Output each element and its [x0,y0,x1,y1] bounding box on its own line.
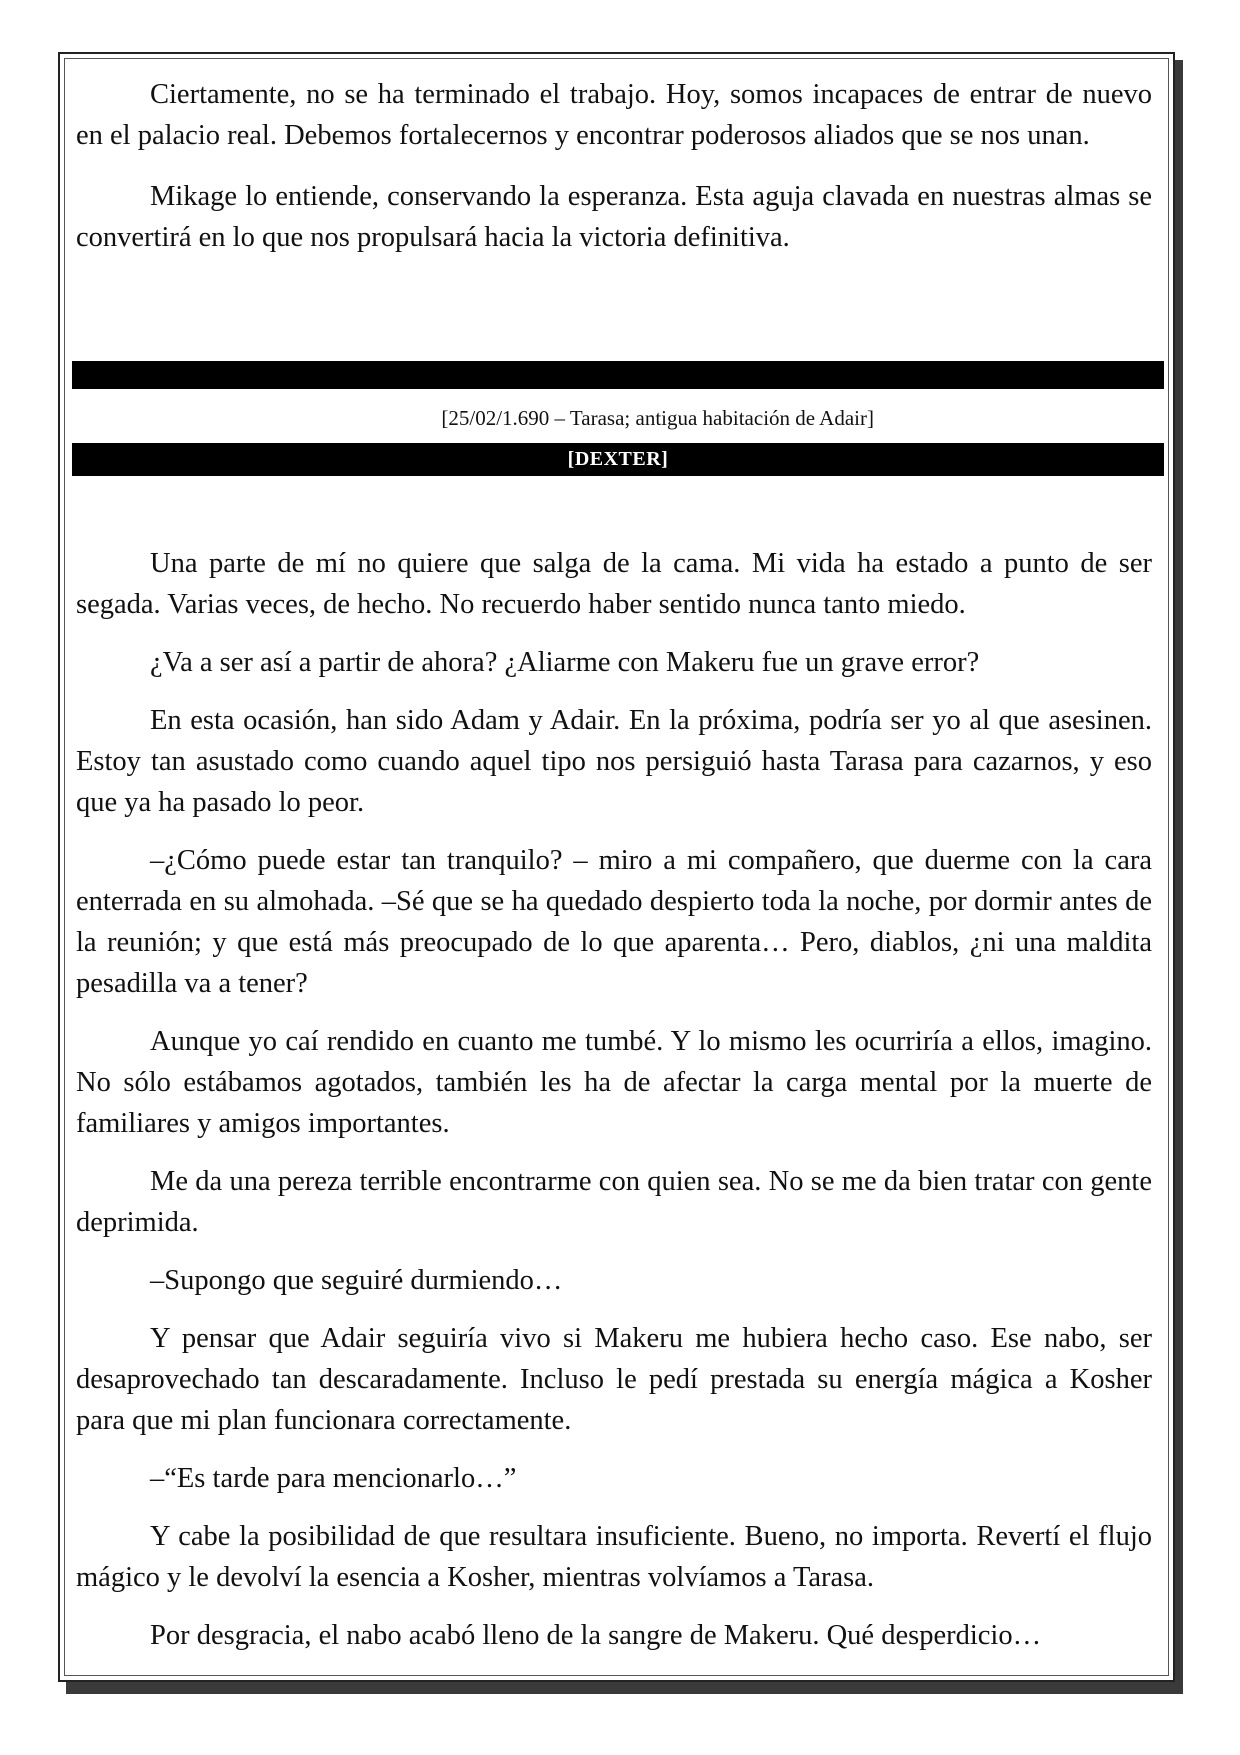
scene-break-bar [72,361,1164,389]
intro-section [76,74,1152,278]
pov-label: [DEXTER] [567,448,669,470]
paragraph: –“Es tarde para mencionarlo…” [150,1463,517,1494]
paragraph: Una parte de mí no quiere que salga de la cama. Mi vida ha estado a punto de ser segada. Varias veces, de hecho. No recuerdo haber sentido nunca tanto miedo. [76,548,1152,620]
paragraph: Por desgracia, el nabo acabó lleno de la sangre de Makeru. Qué desperdicio… [150,1620,1042,1651]
paragraph: –Supongo que seguiré durmiendo… [150,1265,563,1296]
paragraph: En esta ocasión, han sido Adam y Adair. En la próxima, podría ser yo al que asesinen. Estoy tan asustado como cuando aquel tipo nos persiguió hasta Tarasa para cazarnos, y eso que ya ha pasado lo peor. [76,705,1152,818]
paragraph: Y cabe la posibilidad de que resultara insuficiente. Bueno, no importa. Revertí el flujo mágico y le devolví la esencia a Kosher, mientras volvíamos a Tarasa. [76,1521,1152,1593]
paragraph: Aunque yo caí rendido en cuanto me tumbé. Y lo mismo les ocurriría a ellos, imagino. No sólo estábamos agotados, también les ha de afectar la carga mental por la muerte de familiares y amigos importantes. [76,1026,1152,1139]
paragraph: –¿Cómo puede estar tan tranquilo? – miro a mi compañero, que duerme con la cara enterrada en su almohada. –Sé que se ha quedado despierto toda la noche, por dormir antes de la reunión; y que está más preocupado de lo que aparenta… Pero, diablos, ¿ni una maldita pesadilla va a tener? [76,845,1152,999]
paragraph: Mikage lo entiende, conservando la esperanza. Esta aguja clavada en nuestras almas se convertirá en lo que nos propulsará hacia la victoria definitiva. [76,181,1152,253]
paragraph: Y pensar que Adair seguiría vivo si Makeru me hubiera hecho caso. Ese nabo, ser desaprovechado tan descaradamente. Incluso le pedí prestada su energía mágica a Kosher para que mi plan funcionara correctamente. [76,1323,1152,1436]
scene-dateline: [25/02/1.690 – Tarasa; antigua habitación de Adair] [441,406,874,430]
paragraph: Ciertamente, no se ha terminado el trabajo. Hoy, somos incapaces de entrar de nuevo en el palacio real. Debemos fortalecernos y encontrar poderosos aliados que se nos unan. [76,79,1152,151]
scene-body [76,543,1152,1673]
pov-banner [72,443,1164,476]
paragraph: Me da una pereza terrible encontrarme con quien sea. No se me da bien tratar con gente deprimida. [76,1166,1152,1238]
paragraph: ¿Va a ser así a partir de ahora? ¿Aliarme con Makeru fue un grave error? [150,647,980,678]
page-frame [58,52,1175,1682]
